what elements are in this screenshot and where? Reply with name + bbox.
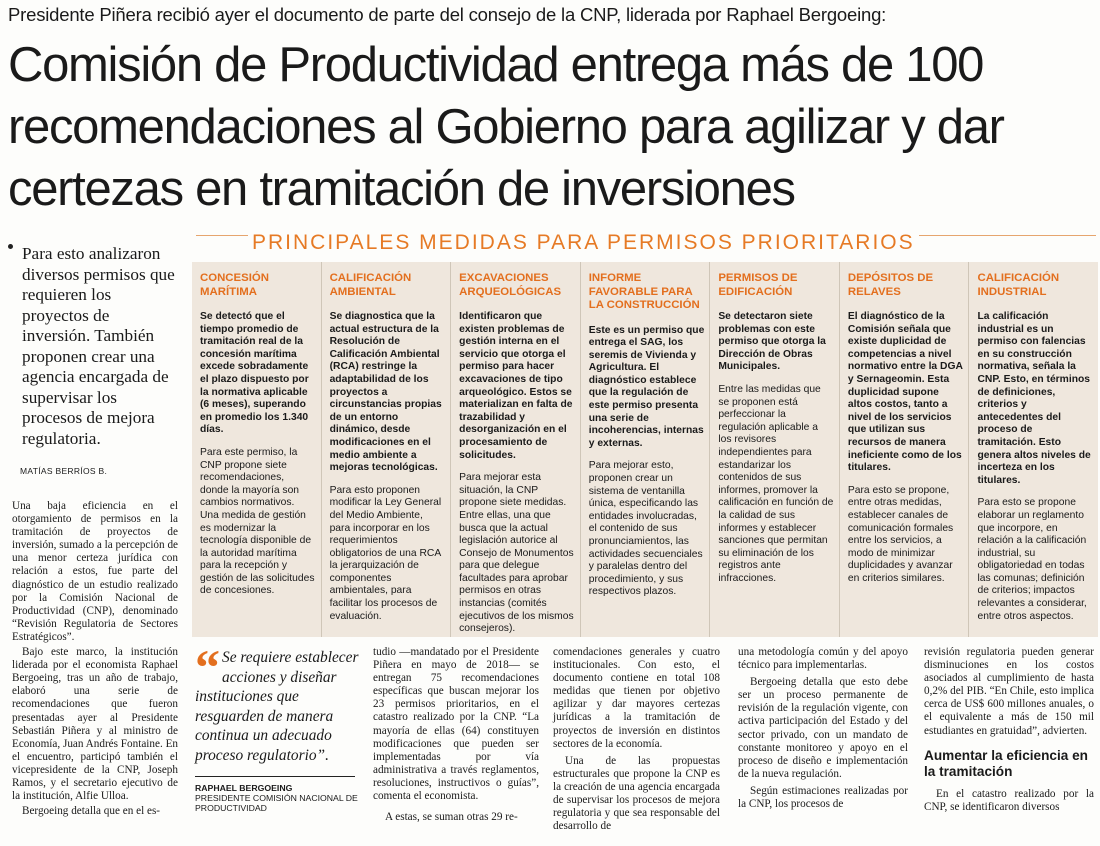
- infobox-column-proposal: Para este permiso, la CNP propone siete recomendaciones, donde la mayoría son cambios normativos. Una medida de gestión es modernizar la tecnología disponible de la autoridad marítima para la recepción y gestión de las solicitudes de concesiones.: [200, 446, 315, 597]
- quote-divider: [195, 776, 355, 777]
- byline: MATÍAS BERRÍOS B.: [20, 466, 108, 476]
- body-column-2: [373, 646, 539, 824]
- infobox-column: [192, 262, 322, 637]
- infobox-column: [840, 262, 970, 637]
- infobox-column-diagnosis: Este es un permiso que entrega el SAG, los seremis de Vivienda y Agricultura. El diagnóstico establece que la regulación de este permiso presenta una serie de incoherencias, internas y externas.: [588, 324, 705, 449]
- body-column-4: [738, 646, 908, 811]
- paragraph: A estas, se suman otras 29 re-: [385, 811, 518, 824]
- infobox-title-rule: [196, 231, 1096, 257]
- infobox-column-diagnosis: Se diagnostica que la actual estructura de la Resolución de Calificación Ambiental (RCA) restringe la adaptabilidad de los proyectos a circunstancias propias de un entorno dinámico, desde modificaciones en el medio ambiente a mejoras tecnológicas.: [329, 311, 442, 474]
- infobox-column-diagnosis: Identificaron que existen problemas de gestión interna en el servicio que otorga el permiso para hacer excavaciones de tipo arqueológico. Estos se materializan en falta de trazabilidad y desorganización en el procesamiento de solicitudes.: [459, 311, 573, 461]
- infobox-column: [710, 262, 840, 637]
- paragraph: revisión regulatoria pueden generar disminuciones en los costos asociados al cumplimiento de hasta 0,2% del PIB. “En Chile, esto implica cerca de US$ 600 millones anuales, o el equivalente a más de 150 mil estudiantes en gratuidad”, advierten.: [924, 646, 1094, 737]
- quote-name: RAPHAEL BERGOEING: [195, 782, 293, 793]
- infobox-column-proposal: Para esto se propone, entre otras medidas, establecer canales de comunicación formales entre los servicios, a modo de minimizar duplicidades y avanzar en criterios similares.: [847, 484, 954, 584]
- infobox-column: [581, 262, 711, 637]
- infobox-column-proposal: Entre las medidas que se proponen está perfeccionar la regulación aplicable a los revisores independientes para estandarizar los contenidos de sus informes, promover la calificación en función de la calidad de sus informes y establecer sanciones que permitan su eliminación de los registros ante infracciones.: [718, 383, 834, 584]
- quote-mark-icon: “: [195, 639, 220, 695]
- infobox-column: [451, 262, 581, 637]
- infobox-column-heading: CONCESIÓN MARÍTIMA: [200, 272, 269, 298]
- bullet-icon: [8, 244, 13, 249]
- infobox-title: PRINCIPALES MEDIDAS PARA PERMISOS PRIORITARIOS: [248, 231, 919, 255]
- paragraph: En el catastro realizado por la CNP, se identificaron diversos: [924, 787, 1094, 813]
- infobox-column-heading: PERMISOS DE EDIFICACIÓN: [718, 272, 798, 298]
- paragraph: Según estimaciones realizadas por la CNP, los procesos de: [738, 784, 908, 811]
- infobox-column-heading: DEPÓSITOS DE RELAVES: [847, 272, 934, 298]
- infobox-column-diagnosis: Se detectaron siete problemas con este permiso que otorga la Dirección de Obras Municipales.: [718, 311, 826, 373]
- infobox-column-proposal: Para esto se propone elaborar un reglamento que incorpore, en relación a la calificación industrial, su obligatoriedad en todas las comunas; definición de criterios; impactos relevantes a considerar, entre otros aspectos.: [977, 497, 1087, 622]
- paragraph: Una baja eficiencia en el otorgamiento de permisos en la tramitación de proyectos de inversión, sumado a la percepción de una menor certeza jurídica con relación a estos, fue parte del diagnóstico de un estudio realizado por la Comisión Nacional de Productividad (CNP), denominado “Revisión Regulatoria de Sectores Estratégicos”.: [12, 500, 178, 643]
- paragraph: Una de las propuestas estructurales que propone la CNP es la creación de una agencia encargada de supervisar los procesos de mejora regulatoria y que sea responsable del desarrollo de: [553, 754, 720, 833]
- subheading: Aumentar la eficiencia en la tramitación: [924, 747, 1088, 779]
- infobox-column-heading: EXCAVACIONES ARQUEOLÓGICAS: [459, 272, 562, 298]
- infobox: [192, 262, 1098, 637]
- paragraph: Bergoeing detalla que en el es-: [22, 805, 161, 818]
- infobox-column-heading: CALIFICACIÓN AMBIENTAL: [329, 272, 412, 298]
- infobox-column-proposal: Para mejorar esto, proponen crear un sistema de ventanilla única, especificando las entidades involucradas, el contenido de sus pronunciamientos, las actividades secuenciales y paralelas dentro del procedimiento, y sus respectivos plazos.: [588, 460, 703, 598]
- body-column-3: [553, 646, 720, 833]
- quote-text: Se requiere establecer acciones y diseñar instituciones que resguarden de manera continua un adecuado proceso regulatorio”.: [195, 649, 359, 764]
- lead-text: Para esto analizaron diversos permisos que requieren los proyectos de inversión. También proponen crear una agencia encargada de supervisar los procesos de mejora regulatoria.: [22, 244, 175, 448]
- kicker: Presidente Piñera recibió ayer el documento de parte del consejo de la CNP, liderada por Raphael Bergoeing:: [8, 4, 887, 25]
- quote-role: PRESIDENTE COMISIÓN NACIONAL DE PRODUCTIVIDAD: [195, 792, 358, 813]
- paragraph: una metodología común y del apoyo técnico para implementarlas.: [738, 646, 908, 672]
- infobox-column-proposal: Para mejorar esta situación, la CNP propone siete medidas. Entre ellas, una que busca que la actual legislación autorice al Consejo de Monumentos para que delegue facultades para aprobar permisos en otras instancias (comités ejecutivos de los mismos consejeros).: [459, 472, 574, 635]
- infobox-column-heading: CALIFICACIÓN INDUSTRIAL: [977, 272, 1060, 298]
- infobox-column-heading: INFORME FAVORABLE PARA LA CONSTRUCCIÓN: [588, 272, 700, 311]
- infobox-column-proposal: Para esto proponen modificar la Ley General del Medio Ambiente, para incorporar en los requerimientos obligatorios de una RCA la jerarquización de componentes ambientales, para facilitar los procesos de evaluación.: [329, 484, 442, 622]
- lead-section: [8, 244, 178, 482]
- paragraph: Bajo este marco, la institución liderada por el economista Raphael Bergoeing, tras un año de trabajo, elaboró una serie de recomendaciones que fueron presentadas ayer al Presidente Sebastián Piñera y al ministro de Economía, Juan Andrés Fontaine. En el encuentro, participó también el vicepresidente de la CNP, Joseph Ramos, y el secretario ejecutivo de la institución, Alfie Ulloa.: [12, 646, 178, 803]
- infobox-column-diagnosis: El diagnóstico de la Comisión señala que existe duplicidad de competencias a nivel normativo entre la DGA y Sernageomin. Esta duplicidad supone altos costos, tanto a nivel de los servicios que utilizan sus recursos de manera ineficiente como de los titulares.: [847, 311, 963, 474]
- paragraph: comendaciones generales y cuatro institucionales. Con esto, el documento contiene en total 108 medidas que tienen por objetivo agilizar y dar mayores certezas jurídicas a la tramitación de proyectos de inversión en distintos sectores de la economía.: [553, 646, 720, 750]
- pull-quote: [195, 639, 360, 813]
- infobox-column: [969, 262, 1098, 637]
- paragraph: Bergoeing detalla que esto debe ser un proceso permanente de revisión de la regulación vigente, con activa participación del Estado y del sector privado, con un mandato de constante monitoreo y apoyo en el proceso de diseño e implementación de la nueva regulación.: [738, 676, 908, 780]
- body-column-1: [12, 500, 178, 818]
- headline: Comisión de Productividad entrega más de 100 recomendaciones al Gobierno para agilizar y dar certezas en tramitación de inversiones: [8, 38, 1004, 216]
- body-column-5: [924, 646, 1094, 814]
- infobox-column-diagnosis: La calificación industrial es un permiso con falencias en su construcción normativa, señala la CNP. Esto, en términos de definiciones, criterios y antecedentes del proceso de tramitación. Esto genera altos niveles de incerteza en los titulares.: [977, 311, 1091, 486]
- infobox-column-diagnosis: Se detectó que el tiempo promedio de tramitación real de la concesión marítima excede sobradamente el plazo dispuesto por la normativa aplicable (6 meses), superando en promedio los 1.340 días.: [200, 311, 309, 436]
- infobox-column: [322, 262, 452, 637]
- paragraph: tudio —mandatado por el Presidente Piñera en mayo de 2018— se entregan 75 recomendaciones específicas que buscan mejorar los 23 permisos prioritarios, en el catastro realizado por la CNP. “La mayoría de ellas (64) constituyen modificaciones que pueden ser implementadas por vía administrativa a través reglamentos, resoluciones, instructivos o guías”, comenta el economista.: [373, 646, 539, 803]
